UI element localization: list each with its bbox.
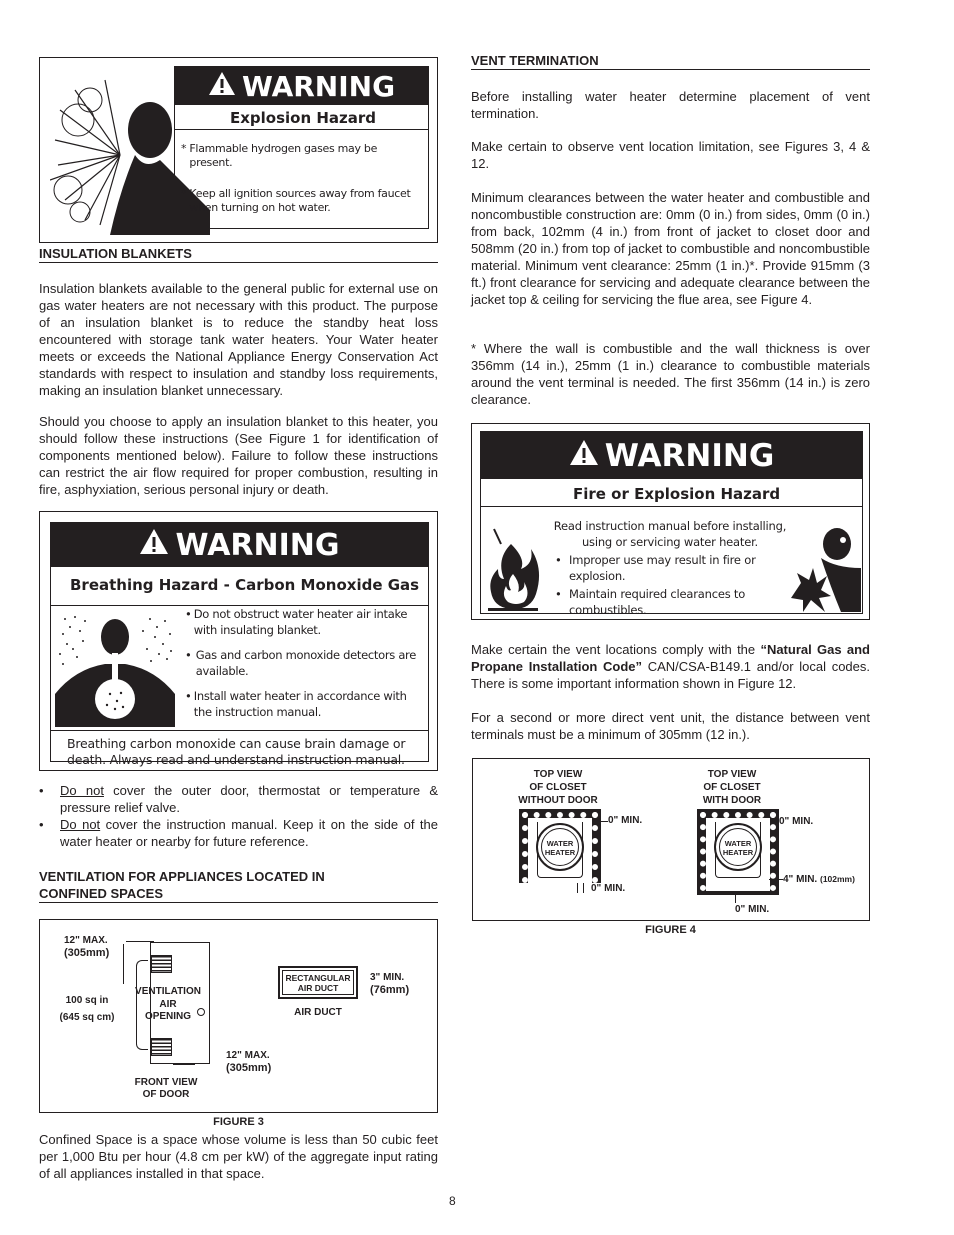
figure-3 bbox=[39, 919, 438, 1113]
vent-paragraph-2: Make certain to observe vent location limitation, see Figures 3, 4 & 12. bbox=[471, 139, 870, 171]
page-number: 8 bbox=[449, 1194, 456, 1208]
lower-opening-vent bbox=[151, 1038, 172, 1056]
confined-space-paragraph: Confined Space is a space whose volume is less than 50 cubic feet per 1,000 Btu per hour (4.8 cm per kW) of the aggregate input rating of all appliances installed in that space. bbox=[39, 1132, 438, 1181]
zero-min-label: 0" MIN. bbox=[735, 904, 770, 915]
zero-min-label: 0" MIN. bbox=[591, 883, 626, 894]
zero-min-label: 0" MIN. bbox=[779, 816, 814, 827]
warning-subtitle: Fire or Explosion Hazard bbox=[481, 479, 862, 507]
upper-opening-vent bbox=[151, 955, 172, 973]
warning-intro: Read instruction manual before installing, using or servicing water heater. bbox=[553, 519, 787, 549]
air-duct-box: RECTANGULAR AIR DUCT bbox=[278, 966, 358, 999]
warning-triangle-icon bbox=[139, 528, 169, 563]
direct-vent-paragraph: For a second or more direct vent unit, the distance between vent terminals must be a minimum of 305mm (12 in.). bbox=[471, 710, 870, 742]
warning-title: WARNING bbox=[175, 527, 340, 563]
closet-without-door-title: TOP VIEW OF CLOSET WITHOUT DOOR bbox=[518, 769, 598, 806]
water-heater-circle: WATER HEATER bbox=[714, 823, 762, 871]
warning-carbon-monoxide bbox=[39, 511, 438, 771]
front-view-label: FRONT VIEW OF DOOR bbox=[134, 1077, 198, 1100]
vent-paragraph-1: Before installing water heater determine placement of vent termination. bbox=[471, 89, 870, 121]
warning-bullet: • Install water heater in accordance with the instruction manual. bbox=[185, 689, 407, 719]
carbon-monoxide-person-illustration bbox=[55, 609, 175, 727]
warning-subtitle: Explosion Hazard bbox=[175, 105, 428, 130]
warning-bullet: • Do not obstruct water heater air intake with insulating blanket. bbox=[185, 607, 408, 637]
insulation-paragraph-1: Insulation blankets available to the general public for external use on gas water heaters are not necessary with this product. The purpose of an insulation blanket is to reduce the standby heat loss encountered with storage tank water heaters. Your Water heater meets or exceeds the National Appliance Energy Conservation Act standards with respect to insulation and standby loss requirements, making an insulation blanket unnecessary. bbox=[39, 281, 438, 398]
warning-bullet: * Flammable hydrogen gases may be present. bbox=[181, 142, 378, 169]
vent-termination-heading: VENT TERMINATION bbox=[471, 53, 870, 70]
top-max-label: 12" MAX. (305mm) bbox=[64, 935, 110, 959]
closet-with-door-title: TOP VIEW OF CLOSET WITH DOOR bbox=[702, 769, 762, 806]
opening-label: VENTILATION AIR OPENING bbox=[135, 986, 201, 1022]
do-not-item: • Do not cover the instruction manual. Keep it on the side of the water heater or nearby for future reference. bbox=[39, 817, 438, 849]
duct-min-label: 3" MIN. (76mm) bbox=[370, 972, 410, 996]
warning-explosion-hazard bbox=[39, 57, 438, 243]
bottom-max-label: 12" MAX. (305mm) bbox=[226, 1050, 272, 1074]
water-heater-circle: WATER HEATER bbox=[536, 823, 584, 871]
ventilation-heading: VENTILATION FOR APPLIANCES LOCATED IN CONFINED SPACES bbox=[39, 867, 438, 903]
closet-door bbox=[697, 891, 779, 895]
area-label: 100 sq in (645 sq cm) bbox=[59, 995, 115, 1023]
warning-title: WARNING bbox=[241, 69, 396, 103]
warning-bullet: * Keep all ignition sources away from faucet when turning on hot water. bbox=[181, 187, 411, 214]
warning-subtitle: Breathing Hazard - Carbon Monoxide Gas bbox=[51, 567, 428, 606]
warning-bullet: • Improper use may result in fire or explosion. bbox=[555, 553, 756, 583]
warning-fire-explosion bbox=[471, 423, 870, 620]
warning-bullet: • Maintain required clearances to combustibles. bbox=[555, 587, 746, 617]
figure-3-caption: FIGURE 3 bbox=[213, 1116, 264, 1128]
warning-bullet: • Gas and carbon monoxide detectors are available. bbox=[185, 648, 417, 678]
warning-triangle-icon bbox=[569, 438, 599, 474]
insulation-heading: INSULATION BLANKETS bbox=[39, 246, 438, 263]
warning-title: WARNING bbox=[604, 437, 775, 474]
warning-triangle-icon bbox=[208, 70, 236, 103]
air-duct-label: AIR DUCT bbox=[294, 1007, 342, 1018]
four-min-label: 4" MIN. (102mm) bbox=[783, 874, 855, 885]
explosion-person-icon bbox=[791, 528, 861, 612]
flame-icon bbox=[486, 524, 541, 612]
vent-paragraph-4: * Where the wall is combustible and the wall thickness is over 356mm (14 in.), 25mm (1 in.) clearance to combustible materials around the vent terminal is needed. The first 356mm (14 in.) is zero clearance. bbox=[471, 341, 870, 407]
insulation-paragraph-2: Should you choose to apply an insulation blanket to this heater, you should follow these instructions (See Figure 1 for identification of components mentioned below). Failure to follow these instructions can restrict the air flow required for proper combustion, resulting in fire, asphyxiation, serious personal injury or death. bbox=[39, 414, 438, 497]
circle-icon bbox=[197, 1008, 205, 1016]
zero-min-label: 0" MIN. bbox=[608, 815, 643, 826]
figure-4 bbox=[472, 758, 870, 921]
comply-paragraph: Make certain the vent locations comply with the “Natural Gas and Propane Installation Code” CAN/CSA-B149.1 and/or local codes. There is some important information shown in Figure 12. bbox=[471, 642, 870, 691]
do-not-item: • Do not cover the outer door, thermostat or temperature & pressure relief valve. bbox=[39, 783, 438, 815]
vent-paragraph-3: Minimum clearances between the water heater and combustible and noncombustible construction are: 0mm (0 in.) from sides, 0mm (0 in.) from back, 102mm (4 in.) from front of jacket to closet door and 508mm (20 in.) from top of jacket to combustible and noncombustible material. Minimum vent clearance: 25mm (1 in.)*. Provide 915mm (3 ft.) front clearance for servicing and adequate clearance between the jacket top & ceiling for servicing the flue area, see Figure 4. bbox=[471, 190, 870, 307]
figure-4-caption: FIGURE 4 bbox=[645, 924, 696, 936]
warning-footer: Breathing carbon monoxide can cause brain damage or death. Always read and understand instruction manual. bbox=[51, 730, 428, 761]
